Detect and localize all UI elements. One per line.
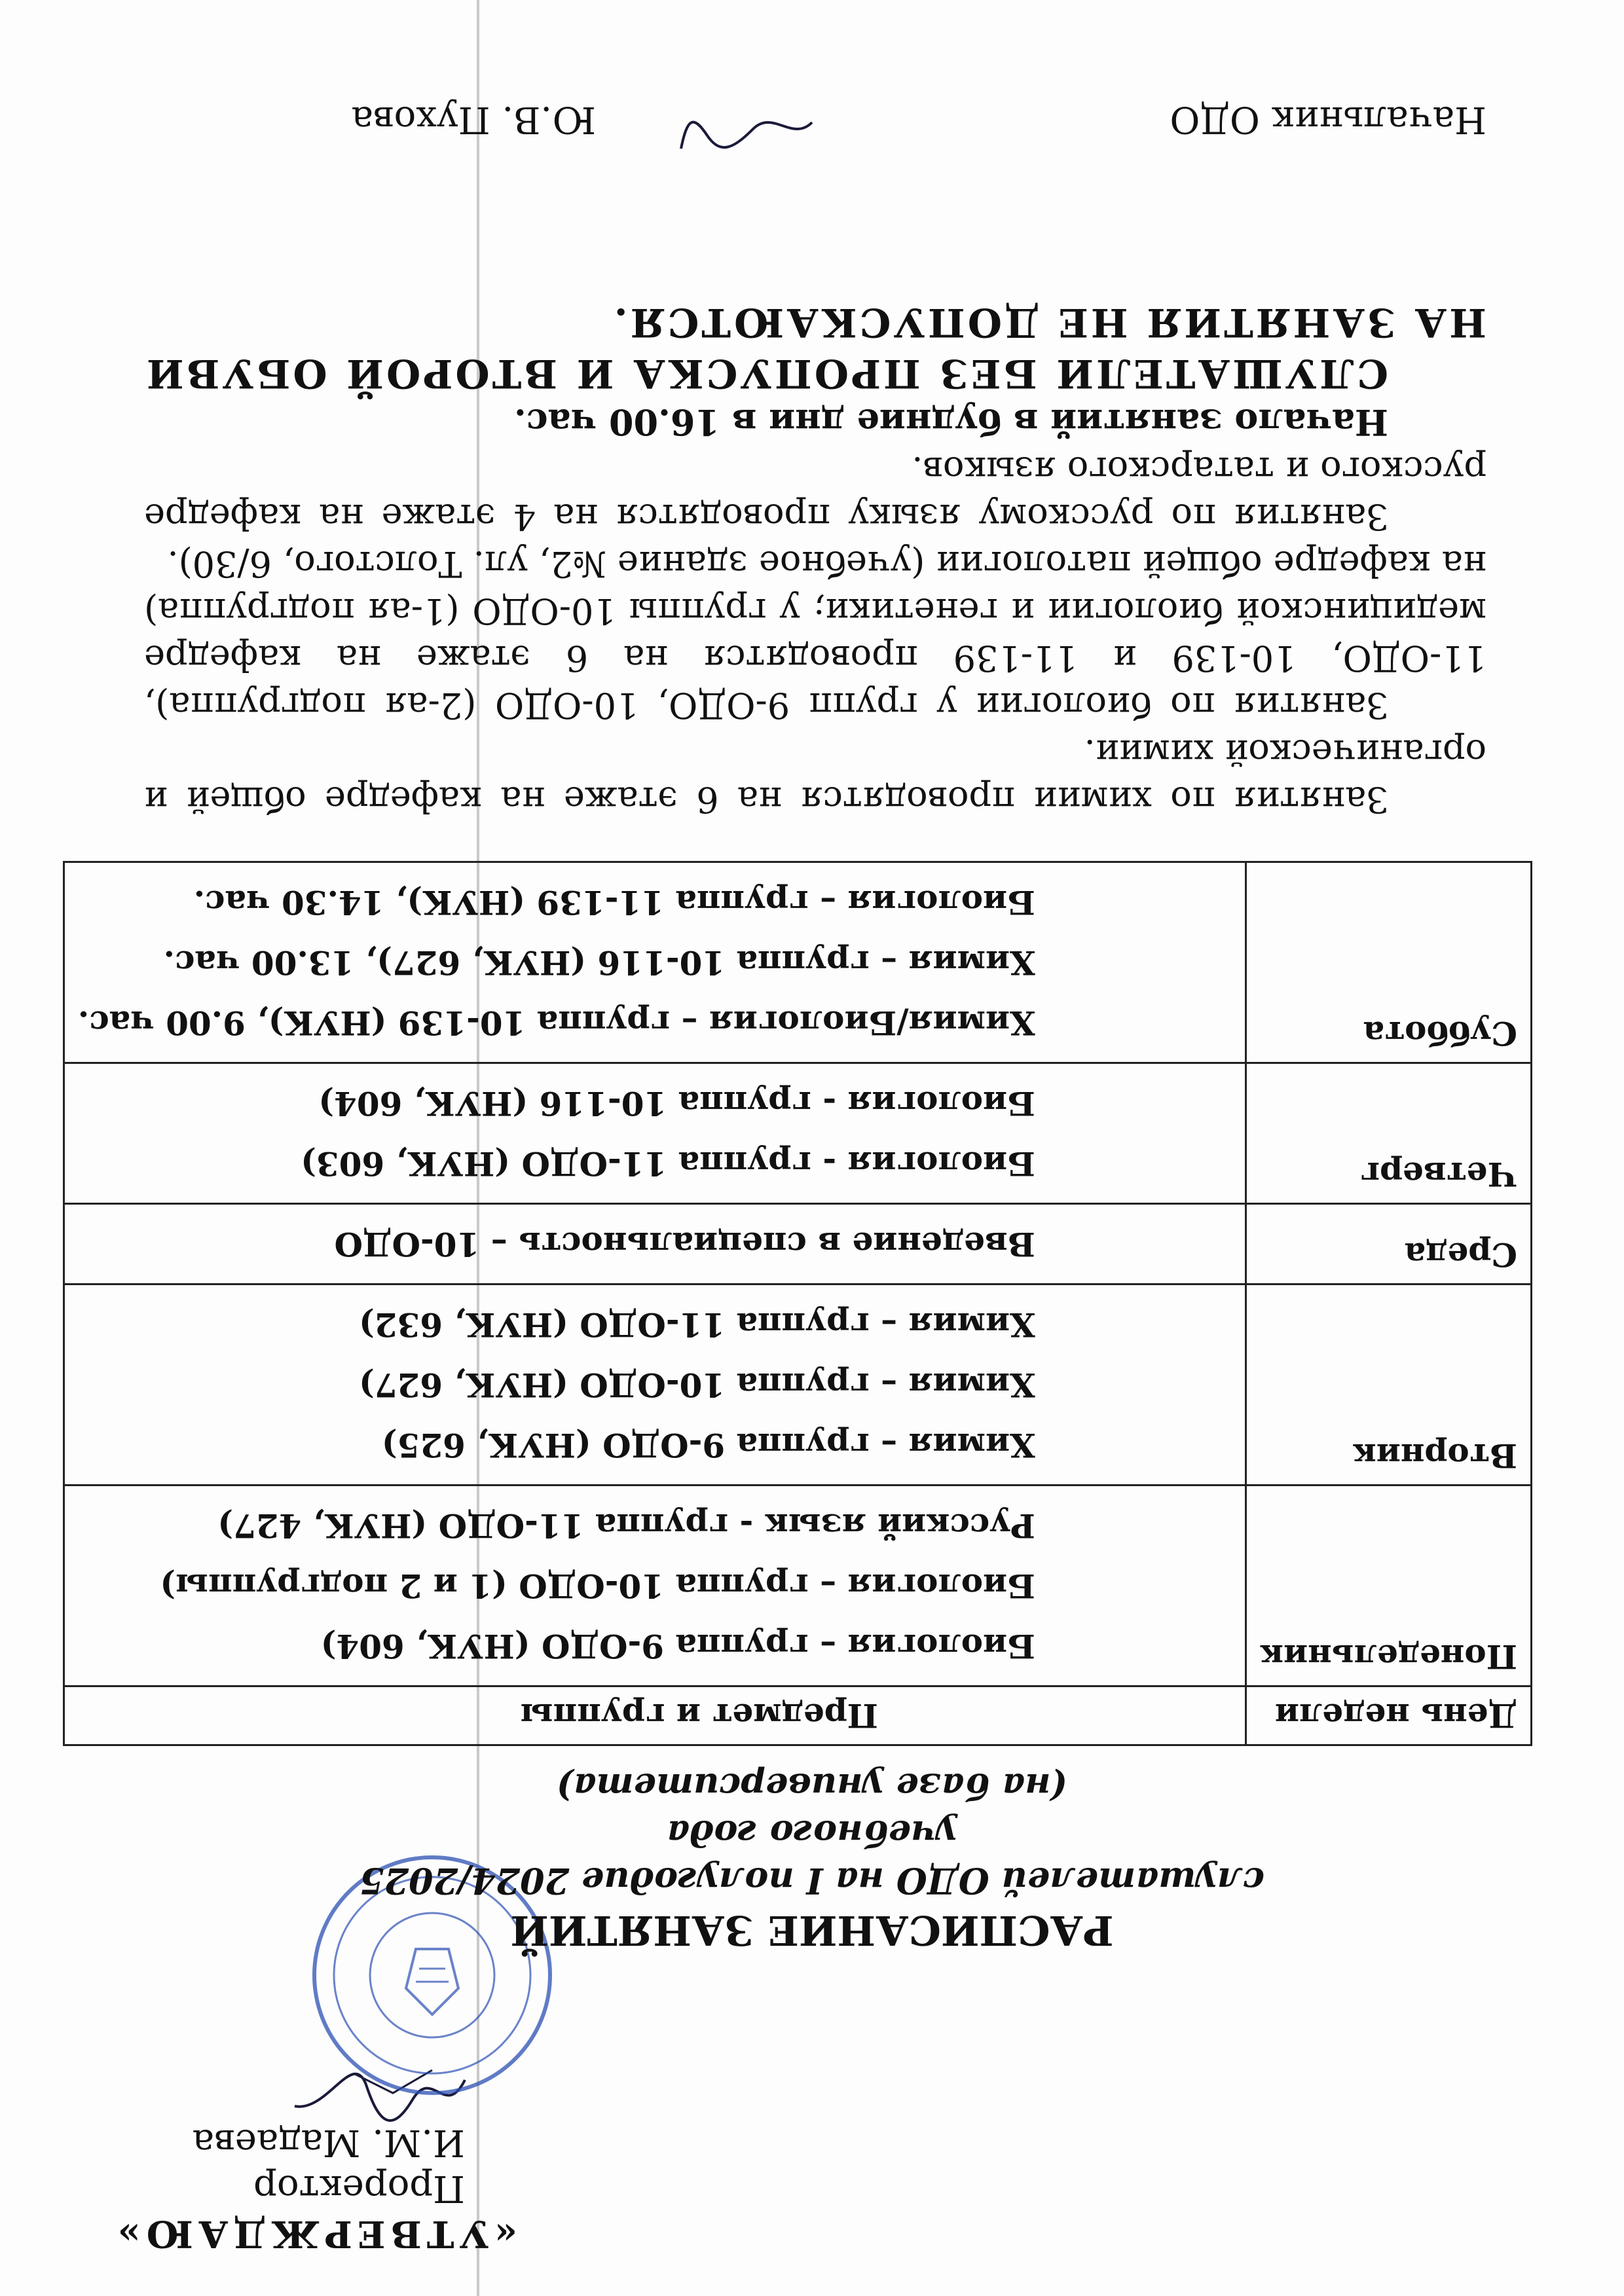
table-row: [64, 862, 1531, 1063]
note-start-time: Начало занятий в будние дни в 16.00 час.: [513, 401, 1388, 443]
subjects-cell: [64, 1063, 1246, 1204]
subjects-cell: [64, 1285, 1246, 1485]
subjects-cell: [64, 1204, 1246, 1285]
list-item: Биология – группа 9-ОДО (НУК, 604): [320, 1627, 1035, 1666]
header-day: День недели: [1246, 1686, 1531, 1745]
footer-position: Начальник ОДО: [1170, 98, 1486, 141]
subjects-cell: [64, 862, 1246, 1063]
table-row: [64, 1063, 1531, 1204]
document-subtitle-base: (на базе университета): [556, 1766, 1068, 1808]
list-item: Введение в специальность – 10-ОДО: [334, 1225, 1035, 1264]
table-header-row: [64, 1686, 1531, 1745]
note-biology: Занятия по биологии у групп 9-ОДО, 10-ОДО (2-ая подгруппа), 11-ОДО, 10-139 и 11-139 проводятся на 6 этаже на кафедре медицинской биологии и генетики; у группы 10-ОДО (1-ая подгруппа) на кафедре общей патологии (учебное здание №2, ул. Толстого, 6/30).: [144, 543, 1486, 726]
list-item: Биология – группа 10-ОДО (1 и 2 подгруппы): [160, 1567, 1035, 1605]
list-item: Химия – группа 10-116 (НУК, 627), 13.00 час.: [163, 943, 1035, 982]
document-subtitle: слушателей ОДО на I полугодие 2024/2025 учебного года: [359, 1813, 1265, 1902]
list-item: Химия – группа 9-ОДО (НУК, 625): [381, 1426, 1035, 1465]
day-saturday: Суббота: [1246, 862, 1531, 1063]
notes-block: [144, 297, 1486, 823]
day-wednesday: Среда: [1246, 1204, 1531, 1285]
approval-block: [98, 2119, 517, 2257]
list-item: Русский язык - группа 11-ОДО (НУК, 427): [217, 1506, 1035, 1545]
day-thursday: Четверг: [1246, 1063, 1531, 1204]
list-item: Химия/Биология – группа 10-139 (НУК), 9.00 час.: [77, 1004, 1035, 1042]
table-row: [64, 1285, 1531, 1485]
schedule-table: [63, 861, 1532, 1746]
signature-image: [674, 96, 819, 168]
table-row: [64, 1204, 1531, 1285]
document-title-block: [262, 1763, 1362, 1956]
table-row: [64, 1485, 1531, 1686]
subjects-cell: [64, 1485, 1246, 1686]
day-tuesday: Вторник: [1246, 1285, 1531, 1485]
day-monday: Понедельник: [1246, 1485, 1531, 1686]
list-item: Химия – группа 11-ОДО (НУК, 632): [359, 1305, 1035, 1344]
list-item: Биология - группа 10-116 (НУК, 604): [318, 1084, 1035, 1123]
approval-position: Проректор: [253, 2167, 465, 2210]
approval-title: «УТВЕРЖДАЮ»: [112, 2212, 517, 2255]
list-item: Биология – группа 11-139 (НУК), 14.30 час.: [193, 883, 1035, 922]
approval-name: И.М. Мадаева: [192, 2121, 465, 2164]
list-item: Химия – группа 10-ОДО (НУК, 627): [359, 1366, 1035, 1404]
note-chemistry: Занятия по химии проводятся на 6 этаже на кафедре общей и органической химии.: [144, 732, 1486, 820]
header-subject: Предмет и группы: [64, 1686, 1246, 1745]
note-russian: Занятия по русскому языку проводятся на 4 этаже на кафедре русского и татарского языков.: [144, 449, 1486, 538]
footer-name: Ю.В. Пухова: [351, 98, 596, 141]
document-title: РАСПИСАНИЕ ЗАНЯТИЙ: [510, 1906, 1114, 1954]
note-warning: СЛУШАТЕЛИ БЕЗ ПРОПУСКА И ВТОРОЙ ОБУВИ НА ЗАНЯТИЯ НЕ ДОПУСКАЮТСЯ.: [144, 299, 1486, 396]
list-item: Биология - группа 11-ОДО (НУК, 603): [301, 1144, 1035, 1183]
